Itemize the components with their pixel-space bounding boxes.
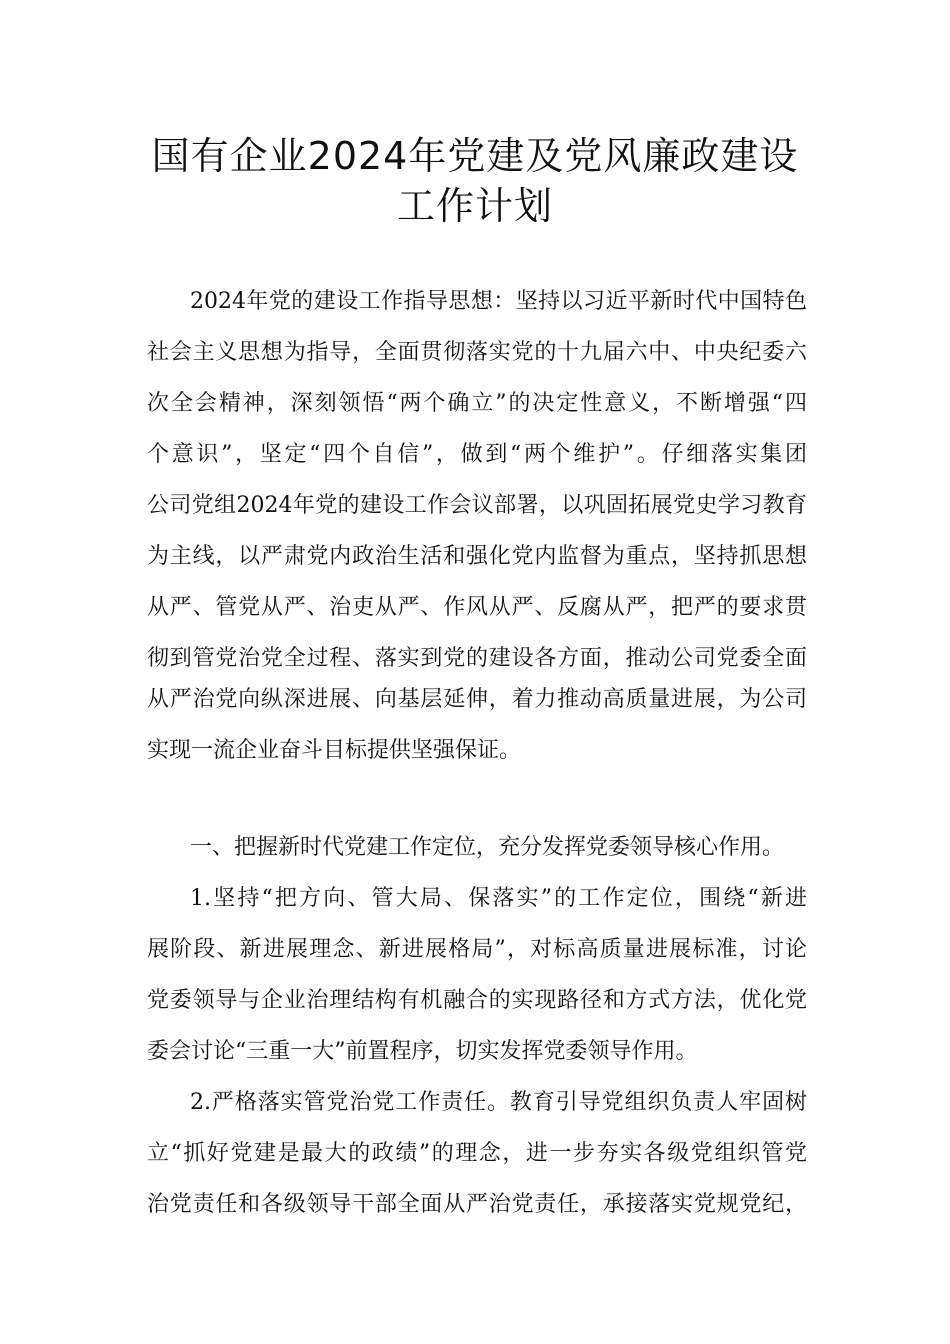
paragraph-1-line-10: 实现一流企业奋斗目标提供坚强保证。 bbox=[147, 738, 522, 763]
document-title-line-2: 工作计划 bbox=[396, 184, 553, 228]
paragraph-1-line-2: 社会主义思想为指导，全面贯彻落实党的十九届六中、中央纪委六 bbox=[147, 340, 807, 365]
item-1-line-3: 党委领导与企业治理结构有机融合的实现路径和方式方法，优化党 bbox=[147, 988, 807, 1013]
document-title-line-1: 国有企业2024年党建及党风廉政建设 bbox=[151, 134, 799, 178]
section-1-heading: 一、把握新时代党建工作定位，充分发挥党委领导核心作用。 bbox=[190, 835, 785, 860]
paragraph-1-line-3: 次全会精神，深刻领悟“两个确立”的决定性意义，不断增强“四 bbox=[147, 391, 807, 416]
item-2-line-2: 立“抓好党建是最大的政绩”的理念，进一步夯实各级党组织管党 bbox=[147, 1141, 807, 1166]
paragraph-1-line-8: 彻到管党治党全过程、落实到党的建设各方面，推动公司党委全面 bbox=[147, 646, 807, 671]
paragraph-1-line-7: 从严、管党从严、治吏从严、作风从严、反腐从严，把严的要求贯 bbox=[147, 595, 807, 620]
item-1-line-2: 展阶段、新进展理念、新进展格局”，对标高质量进展标准，讨论 bbox=[147, 937, 807, 962]
item-2-line-3: 治党责任和各级领导干部全面从严治党责任，承接落实党规党纪， bbox=[147, 1192, 807, 1217]
paragraph-1-line-1: 2024年党的建设工作指导思想：坚持以习近平新时代中国特色 bbox=[190, 289, 807, 314]
paragraph-1-line-5: 公司党组2024年党的建设工作会议部署，以巩固拓展党史学习教育 bbox=[147, 493, 807, 518]
item-1-line-1: 1.坚持“把方向、管大局、保落实”的工作定位，围绕“新进 bbox=[190, 886, 807, 911]
paragraph-1-line-9: 从严治党向纵深进展、向基层延伸，着力推动高质量进展，为公司 bbox=[147, 687, 807, 712]
item-2-line-1: 2.严格落实管党治党工作责任。教育引导党组织负责人牢固树 bbox=[190, 1090, 807, 1115]
paragraph-1-line-4: 个意识”，坚定“四个自信”，做到“两个维护”。仔细落实集团 bbox=[147, 442, 807, 467]
paragraph-1-line-6: 为主线，以严肃党内政治生活和强化党内监督为重点，坚持抓思想 bbox=[147, 544, 807, 569]
item-1-line-4: 委会讨论“三重一大”前置程序，切实发挥党委领导作用。 bbox=[147, 1039, 698, 1064]
